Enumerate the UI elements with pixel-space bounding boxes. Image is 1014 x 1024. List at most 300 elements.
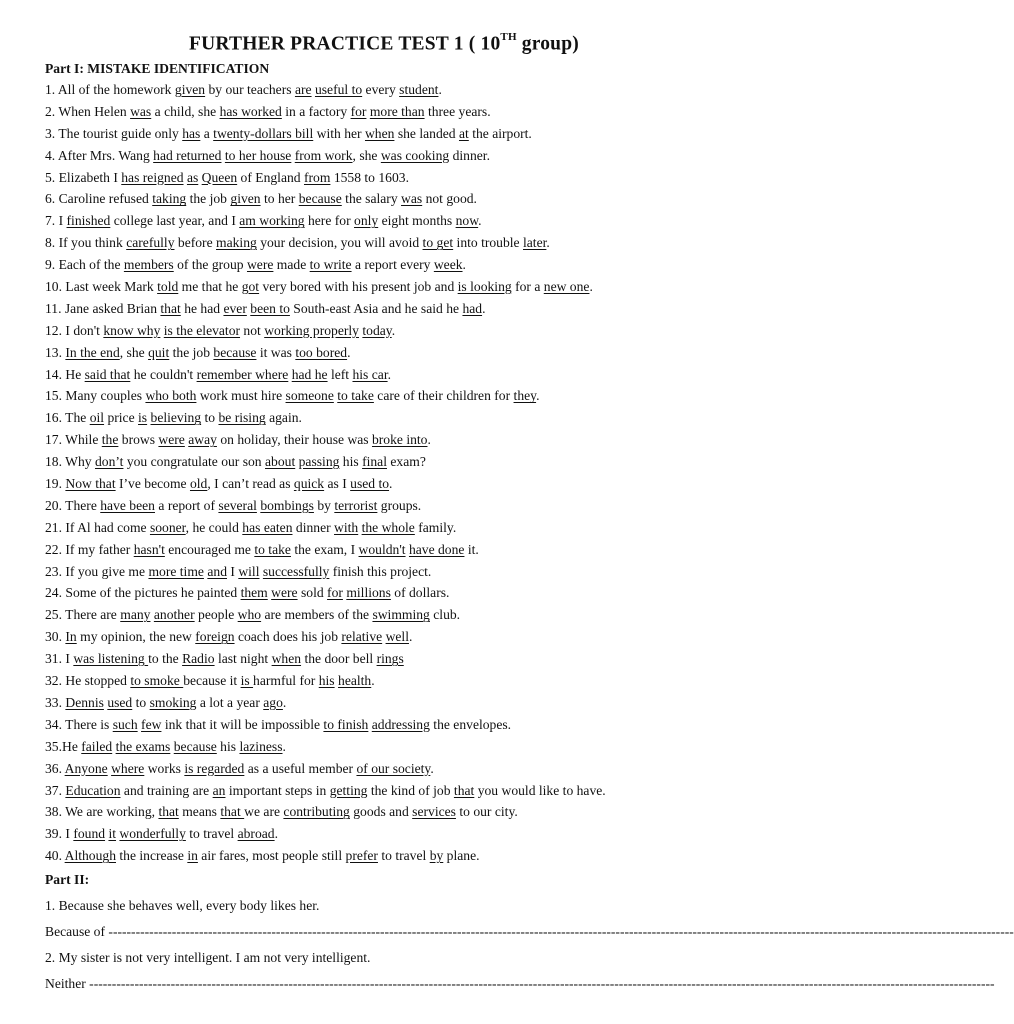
- question-text: of the group: [173, 257, 247, 273]
- question-text: again.: [265, 410, 302, 426]
- underlined-option: the: [101, 432, 119, 448]
- question-text: every: [362, 82, 400, 97]
- question-text: Elizabeth I: [58, 169, 122, 185]
- question-text: .: [347, 344, 351, 360]
- underlined-option: who: [237, 607, 262, 623]
- question-text: , he could: [185, 519, 243, 535]
- question-text: here for: [304, 213, 355, 229]
- underlined-option: when: [271, 651, 302, 667]
- underlined-option: quit: [148, 344, 170, 360]
- question-text: .: [482, 300, 486, 316]
- underlined-option: Now that: [65, 476, 116, 492]
- question-number: 21.: [45, 519, 66, 535]
- underlined-option: wouldn't: [358, 541, 406, 557]
- question-text: by: [313, 497, 335, 513]
- underlined-option: has worked: [219, 103, 282, 119]
- question-text: not: [240, 322, 265, 338]
- underlined-option: someone: [285, 388, 334, 404]
- question-text: are members of the: [261, 607, 373, 623]
- question-number: 33.: [45, 694, 66, 710]
- underlined-option: ever: [223, 300, 247, 316]
- question-text: Why: [65, 454, 95, 470]
- question-text: .: [546, 235, 550, 251]
- question-number: 25.: [45, 607, 66, 623]
- question-text: air fares, most people still: [197, 848, 346, 864]
- question-item: [45, 648, 745, 670]
- question-number: 12.: [45, 322, 66, 338]
- underlined-option: that: [158, 804, 179, 820]
- underlined-option: members: [123, 257, 174, 273]
- underlined-option: said that: [84, 366, 131, 382]
- underlined-option: final: [362, 454, 387, 470]
- question-item: [45, 670, 745, 692]
- question-number: 6.: [45, 191, 59, 207]
- question-text: made: [273, 257, 310, 273]
- underlined-option: useful to: [314, 82, 363, 97]
- underlined-option: many: [120, 607, 151, 623]
- underlined-option: later: [523, 235, 547, 251]
- question-text: , she: [352, 147, 381, 163]
- underlined-option: today: [362, 322, 392, 338]
- question-text: .: [430, 760, 434, 776]
- underlined-option: in: [187, 848, 198, 864]
- question-text: important steps in: [225, 782, 330, 798]
- question-text: with her: [313, 125, 365, 141]
- underlined-option: services: [412, 804, 456, 820]
- underlined-option: ago: [263, 694, 283, 710]
- question-text: plane.: [443, 848, 480, 864]
- underlined-option: rings: [376, 651, 404, 667]
- question-text: to her: [260, 191, 299, 207]
- question-text: he had: [180, 300, 224, 316]
- question-text: works: [144, 760, 185, 776]
- underlined-option: passing: [298, 454, 340, 470]
- question-text: family.: [414, 519, 457, 535]
- question-text: of England: [237, 169, 304, 185]
- question-text: After Mrs. Wang: [57, 147, 154, 163]
- underlined-option: another: [153, 607, 195, 623]
- question-item: [45, 276, 745, 298]
- question-text: last night: [214, 651, 272, 667]
- question-text: While: [65, 432, 102, 448]
- question-text: the envelopes.: [429, 716, 512, 732]
- underlined-option: to write: [309, 257, 352, 273]
- question-number: 34.: [45, 716, 66, 732]
- underlined-option: to take: [337, 388, 374, 404]
- underlined-option: Radio: [182, 651, 215, 667]
- question-item: [45, 473, 745, 495]
- question-text: people: [194, 607, 238, 623]
- question-text: eight months: [378, 213, 456, 229]
- question-number: 2.: [45, 103, 59, 119]
- underlined-option: that: [453, 782, 475, 798]
- underlined-option: that: [220, 804, 245, 820]
- underlined-option: oil: [89, 410, 105, 426]
- question-text: a child, she: [151, 103, 220, 119]
- question-text: the door bell: [301, 651, 377, 667]
- question-text: .: [387, 366, 391, 382]
- question-item: [45, 582, 745, 604]
- question-item: [45, 254, 745, 276]
- underlined-option: with: [334, 519, 359, 535]
- underlined-option: who both: [145, 388, 197, 404]
- question-text: my opinion, the new: [76, 629, 196, 645]
- question-text: sold: [297, 585, 328, 601]
- question-text: I: [65, 826, 74, 842]
- question-text: to: [132, 694, 150, 710]
- question-text: .: [389, 476, 393, 492]
- question-text: the kind of job: [367, 782, 454, 798]
- underlined-option: carefully: [126, 235, 175, 251]
- question-text: me that he: [178, 279, 242, 295]
- question-text: very bored with his present job and: [259, 279, 458, 295]
- question-item: [45, 604, 745, 626]
- underlined-option: such: [112, 716, 138, 732]
- question-text: to travel: [377, 848, 430, 864]
- underlined-option: abroad: [237, 826, 275, 842]
- underlined-option: from work: [294, 147, 353, 163]
- question-text: dinner: [292, 519, 335, 535]
- question-text: If you give me: [65, 563, 149, 579]
- answer-dashes: --------------------------------------------------------------------------------------------------------------------------------------------------------------------------------------------------------: [108, 924, 1014, 939]
- underlined-option: now: [455, 213, 479, 229]
- underlined-option: Dennis: [65, 694, 104, 710]
- question-text: 1558 to 1603.: [330, 169, 409, 185]
- underlined-option: away: [188, 432, 217, 448]
- underlined-option: it: [108, 826, 117, 842]
- question-item: [45, 561, 745, 583]
- underlined-option: know why: [103, 322, 161, 338]
- question-text: finish this project.: [329, 563, 432, 579]
- underlined-option: don’t: [94, 454, 124, 470]
- question-text: into trouble: [453, 235, 523, 251]
- question-number: 40.: [45, 848, 65, 864]
- underlined-option: is: [240, 673, 254, 689]
- question-item: [45, 210, 745, 232]
- question-text: .: [274, 826, 278, 842]
- question-text: encouraged me: [164, 541, 255, 557]
- question-item: [45, 167, 745, 189]
- question-text: .: [438, 82, 442, 97]
- question-text: to the: [148, 651, 183, 667]
- question-text: left: [327, 366, 353, 382]
- underlined-option: because: [213, 344, 257, 360]
- question-item: [45, 823, 745, 845]
- question-text: There: [65, 497, 101, 513]
- question-text: brows: [118, 432, 159, 448]
- question-text: to travel: [185, 826, 238, 842]
- part2-heading: Part II:: [45, 872, 90, 887]
- underlined-option: at: [458, 125, 469, 141]
- question-text: I’ve become: [115, 476, 190, 492]
- underlined-option: will: [238, 563, 260, 579]
- underlined-option: have done: [408, 541, 465, 557]
- question-item: [45, 101, 745, 123]
- underlined-option: because: [298, 191, 342, 207]
- underlined-option: that: [160, 300, 181, 316]
- question-item: [45, 364, 745, 386]
- underlined-option: be rising: [218, 410, 266, 426]
- underlined-option: too bored: [295, 344, 348, 360]
- question-text: .: [371, 673, 375, 689]
- question-text: Many couples: [65, 388, 146, 404]
- underlined-option: swimming: [372, 607, 430, 623]
- underlined-option: more time: [148, 563, 204, 579]
- underlined-option: to her house: [224, 147, 292, 163]
- underlined-option: to get: [422, 235, 454, 251]
- underlined-option: to smoke: [130, 673, 184, 689]
- question-text: as a useful member: [244, 760, 357, 776]
- underlined-option: for: [350, 103, 367, 119]
- question-item: [45, 451, 745, 473]
- question-number: 19.: [45, 476, 66, 492]
- part1-heading: Part I: MISTAKE IDENTIFICATION: [45, 61, 270, 76]
- question-number: 38.: [45, 804, 66, 820]
- question-text: There are: [65, 607, 121, 623]
- underlined-option: In: [65, 629, 77, 645]
- underlined-option: remember where: [196, 366, 289, 382]
- underlined-option: foreign: [195, 629, 235, 645]
- underlined-option: relative: [341, 629, 383, 645]
- question-number: 24.: [45, 585, 66, 601]
- question-text: three years.: [424, 103, 491, 119]
- underlined-option: only: [354, 213, 379, 229]
- question-item: [45, 298, 745, 320]
- underlined-option: Although: [64, 848, 116, 864]
- question-number: 7.: [45, 213, 59, 229]
- underlined-option: laziness: [239, 738, 283, 754]
- question-text: .: [408, 629, 413, 645]
- question-item: [45, 320, 745, 342]
- underlined-option: is looking: [457, 279, 512, 295]
- underlined-option: for: [327, 585, 343, 601]
- question-number: 15.: [45, 388, 66, 404]
- question-item: [45, 232, 745, 254]
- question-item: [45, 123, 745, 145]
- question-number: 5.: [45, 169, 59, 185]
- underlined-option: the whole: [361, 519, 415, 535]
- underlined-option: an: [212, 782, 226, 798]
- underlined-option: was: [401, 191, 423, 207]
- underlined-option: wonderfully: [119, 826, 186, 842]
- question-text: We are working,: [65, 804, 159, 820]
- question-text: the increase: [116, 848, 188, 864]
- underlined-option: and: [207, 563, 227, 579]
- underlined-option: making: [216, 235, 257, 251]
- question-item: [45, 801, 745, 823]
- question-item: [45, 845, 745, 867]
- question-text: he couldn't: [130, 366, 197, 382]
- question-text: college last year, and I: [110, 213, 240, 229]
- question-text: club.: [429, 607, 461, 623]
- question-number: 18.: [45, 454, 66, 470]
- question-text: I: [65, 651, 74, 667]
- question-text: Jane asked Brian: [64, 300, 161, 316]
- underlined-option: getting: [329, 782, 368, 798]
- question-text: He stopped: [65, 673, 131, 689]
- page-title: FURTHER PRACTICE TEST 1 ( 10TH group): [189, 31, 579, 55]
- question-number: 8.: [45, 235, 59, 251]
- question-number: 10.: [45, 279, 66, 295]
- question-text: The tourist guide only: [58, 125, 183, 141]
- question-item: [45, 342, 745, 364]
- question-text: Some of the pictures he painted: [65, 585, 241, 601]
- question-number: 35.: [45, 738, 62, 754]
- question-text: .: [462, 257, 466, 273]
- question-text: , she: [119, 344, 149, 360]
- question-item: [45, 188, 745, 210]
- question-number: 9.: [45, 257, 59, 273]
- question-text: He: [62, 738, 82, 754]
- underlined-option: believing: [150, 410, 202, 426]
- question-text: not good.: [422, 191, 477, 207]
- underlined-option: were: [158, 432, 185, 448]
- underlined-option: health: [338, 673, 372, 689]
- underlined-option: to finish: [323, 716, 369, 732]
- underlined-option: had returned: [153, 147, 222, 163]
- underlined-option: Education: [65, 782, 121, 798]
- underlined-option: taking: [152, 191, 187, 207]
- underlined-option: has eaten: [242, 519, 293, 535]
- part2-answer-line-1[interactable]: Because of --------------------------------------------------------------------------------------------------------------------------------------------------------------------------------------------------------: [45, 924, 1014, 939]
- underlined-option: used to: [350, 476, 390, 492]
- question-text: the airport.: [468, 125, 532, 141]
- underlined-option: new one: [543, 279, 590, 295]
- question-item: [45, 407, 745, 429]
- underlined-option: has reigned: [121, 169, 184, 185]
- question-text: as I: [324, 476, 351, 492]
- question-number: 14.: [45, 366, 66, 382]
- question-item: [45, 736, 745, 758]
- underlined-option: prefer: [345, 848, 378, 864]
- question-text: He: [65, 366, 85, 382]
- question-item: [45, 495, 745, 517]
- question-item: [45, 539, 745, 561]
- question-text: by our teachers: [205, 82, 295, 97]
- underlined-option: broke into: [371, 432, 428, 448]
- question-number: 20.: [45, 497, 66, 513]
- underlined-option: his car: [352, 366, 388, 382]
- question-text: If my father: [65, 541, 134, 557]
- question-number: 39.: [45, 826, 66, 842]
- underlined-option: was cooking: [380, 147, 450, 163]
- underlined-option: old: [189, 476, 208, 492]
- underlined-option: has: [182, 125, 201, 141]
- question-text: When Helen: [58, 103, 131, 119]
- question-text: a: [200, 125, 214, 141]
- question-number: 32.: [45, 673, 66, 689]
- underlined-option: more than: [369, 103, 425, 119]
- question-text: means: [178, 804, 221, 820]
- underlined-option: successfully: [262, 563, 330, 579]
- underlined-option: been to: [250, 300, 290, 316]
- question-item: [45, 385, 745, 407]
- question-text: ink that it will be impossible: [161, 716, 324, 732]
- underlined-option: got: [241, 279, 260, 295]
- underlined-option: because: [173, 738, 217, 754]
- underlined-option: week: [433, 257, 463, 273]
- question-item: [45, 692, 745, 714]
- underlined-option: given: [230, 191, 261, 207]
- question-text: she landed: [394, 125, 459, 141]
- underlined-option: student: [399, 82, 439, 97]
- question-text: on holiday, their house was: [216, 432, 372, 448]
- underlined-option: smoking: [149, 694, 197, 710]
- question-text: your decision, you will avoid: [256, 235, 423, 251]
- question-text: I: [58, 213, 67, 229]
- question-text: care of their children for: [373, 388, 514, 404]
- question-text: I: [227, 563, 239, 579]
- question-text: you would like to have.: [474, 782, 606, 798]
- question-text: The: [65, 410, 90, 426]
- underlined-option: had he: [291, 366, 328, 382]
- question-text: .: [478, 213, 482, 229]
- underlined-option: terrorist: [334, 497, 378, 513]
- question-text: it.: [464, 541, 479, 557]
- underlined-option: is regarded: [184, 760, 245, 776]
- question-text: If you think: [58, 235, 127, 251]
- question-text: before: [174, 235, 217, 251]
- underlined-option: well: [385, 629, 409, 645]
- underlined-option: Queen: [201, 169, 238, 185]
- question-text: Last week Mark: [65, 279, 158, 295]
- underlined-option: few: [141, 716, 162, 732]
- question-number: 3.: [45, 125, 59, 141]
- underlined-option: found: [73, 826, 106, 842]
- underlined-option: told: [157, 279, 179, 295]
- question-text: I don't: [65, 322, 104, 338]
- underlined-option: were: [271, 585, 298, 601]
- question-text: dinner.: [449, 147, 490, 163]
- question-item: [45, 714, 745, 736]
- question-text: in a factory: [281, 103, 351, 119]
- question-text: If Al had come: [65, 519, 150, 535]
- question-text: his: [339, 454, 363, 470]
- question-text: a lot a year: [196, 694, 264, 710]
- underlined-option: about: [265, 454, 296, 470]
- underlined-option: used: [107, 694, 133, 710]
- question-text: the salary: [341, 191, 402, 207]
- question-text: groups.: [377, 497, 422, 513]
- answer-dashes: --------------------------------------------------------------------------------------------------------------------------------------------------------------------------------------------------------: [89, 976, 995, 991]
- underlined-option: hasn't: [133, 541, 165, 557]
- question-item: [45, 626, 745, 648]
- question-number: 11.: [45, 300, 65, 316]
- question-text: .: [282, 738, 286, 754]
- underlined-option: they: [513, 388, 537, 404]
- underlined-option: is the elevator: [163, 322, 241, 338]
- underlined-option: am working: [239, 213, 305, 229]
- part2-answer-line-2[interactable]: Neither --------------------------------------------------------------------------------------------------------------------------------------------------------------------------------------------------------: [45, 976, 995, 991]
- question-text: All of the homework: [57, 82, 175, 97]
- question-number: 23.: [45, 563, 66, 579]
- underlined-option: is: [138, 410, 148, 426]
- question-text: .: [391, 322, 396, 338]
- question-text: to our city.: [455, 804, 518, 820]
- question-text: work must hire: [196, 388, 286, 404]
- underlined-option: several: [218, 497, 257, 513]
- question-text: and training are: [120, 782, 213, 798]
- question-number: 17.: [45, 432, 66, 448]
- question-item: [45, 145, 745, 167]
- underlined-option: failed: [81, 738, 113, 754]
- question-item: [45, 780, 745, 802]
- underlined-option: working properly: [264, 322, 359, 338]
- question-text: , I can’t read as: [207, 476, 294, 492]
- question-text: .: [536, 388, 540, 404]
- part2-question-1: 1. Because she behaves well, every body likes her.: [45, 898, 320, 913]
- underlined-option: where: [111, 760, 145, 776]
